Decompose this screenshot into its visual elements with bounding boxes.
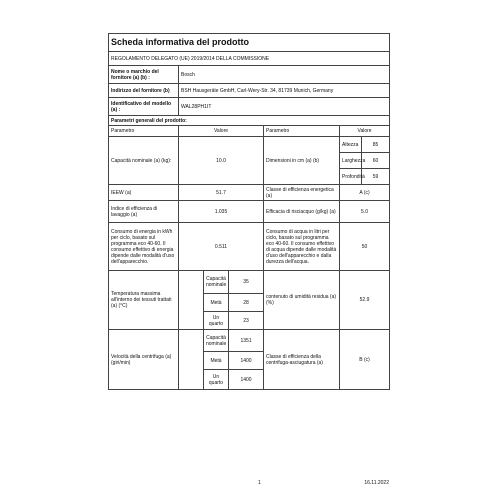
width-label: Larghezza [340, 153, 362, 169]
model-identifier: WAL28PH1IT [179, 98, 390, 116]
spin-label: Velocità della centrifuga (a) (giri/min) [109, 330, 179, 390]
spin-row-value: 1400 [229, 352, 264, 370]
value-header-right: Valore [340, 126, 390, 137]
spin-class-label: Classe di efficienza della centrifuga-asciugatura (a) [264, 330, 340, 390]
temp-row-label: Un quarto [204, 312, 229, 330]
spin-spacer [179, 330, 204, 390]
supplier-address: BSH Hausgeräte GmbH, Carl-Wery-Str. 34, 81739 Munich, Germany [179, 84, 390, 98]
footer-date: 16.11.2022 [364, 480, 389, 486]
capacity-label: Capacità nominale (a) (kg): [109, 137, 179, 185]
supplier-name-label: Nome o marchio del fornitore (a) (b) : [109, 66, 179, 84]
water-consumption-label: Consumo di acqua in litri per ciclo, basato sul programma eco 40-60. Il consumo effettivo di acqua dipende dalle modalità d'uso dell'apparecchio e dalla durezza dell'acqua. [264, 223, 340, 271]
moisture-label: contenuto di umidità residua (a) (%) [264, 271, 340, 330]
eew-label: IEEW (a) [109, 185, 179, 201]
energy-consumption-label: Consumo di energia in kWh per ciclo, basato sul programma eco 40-60. Il consumo effettivo di energia dipende dalle modalità d'uso dell'apparecchio. [109, 223, 179, 271]
supplier-name: Bosch [179, 66, 390, 84]
depth-value: 59 [362, 169, 390, 185]
spin-row-value: 1400 [229, 370, 264, 390]
temp-row-value: 23 [229, 312, 264, 330]
depth-label: Profondità [340, 169, 362, 185]
rinse-label: Efficacia di risciacquo (g/kg) (a) [264, 201, 340, 223]
wash-index-value: 1.035 [179, 201, 264, 223]
spin-class-value: B (c) [340, 330, 390, 390]
rinse-value: 5.0 [340, 201, 390, 223]
max-temp-label: Temperatura massima all'interno dei tessuti trattati (a) (°C) [109, 271, 179, 330]
spin-row-value: 1351 [229, 330, 264, 352]
height-value: 85 [362, 137, 390, 153]
spin-row-label: Capacità nominale [204, 330, 229, 352]
energy-class-value: A (c) [340, 185, 390, 201]
water-consumption-value: 50 [340, 223, 390, 271]
moisture-value: 52.9 [340, 271, 390, 330]
temp-row-label: Metà [204, 294, 229, 312]
value-header: Valore [179, 126, 264, 137]
page-number: 1 [258, 480, 261, 486]
energy-consumption-value: 0.511 [179, 223, 264, 271]
model-label: Identificativo del modello (a) : [109, 98, 179, 116]
regulation-text: REGOLAMENTO DELEGATO (UE) 2019/2014 DELLA COMMISSIONE [109, 52, 390, 66]
max-temp-spacer [179, 271, 204, 330]
temp-row-value: 28 [229, 294, 264, 312]
spin-row-label: Un quarto [204, 370, 229, 390]
supplier-address-label: Indirizzo del fornitore (b) [109, 84, 179, 98]
capacity-value: 10.0 [179, 137, 264, 185]
general-params-label: Parametri generali del prodotto: [109, 116, 390, 126]
height-label: Altezza [340, 137, 362, 153]
product-information-sheet [108, 33, 389, 390]
eew-value: 51.7 [179, 185, 264, 201]
temp-row-label: Capacità nominale [204, 271, 229, 294]
spin-row-label: Metà [204, 352, 229, 370]
param-header: Parametro [109, 126, 179, 137]
energy-class-label: Classe di efficienza energetica (a) [264, 185, 340, 201]
temp-row-value: 35 [229, 271, 264, 294]
dimensions-label: Dimensioni in cm (a) (b) [264, 137, 340, 185]
document-title: Scheda informativa del prodotto [109, 34, 390, 52]
param-header-right: Parametro [264, 126, 340, 137]
width-value: 60 [362, 153, 390, 169]
wash-index-label: Indice di efficienza di lavaggio (a) [109, 201, 179, 223]
info-table [108, 33, 390, 390]
